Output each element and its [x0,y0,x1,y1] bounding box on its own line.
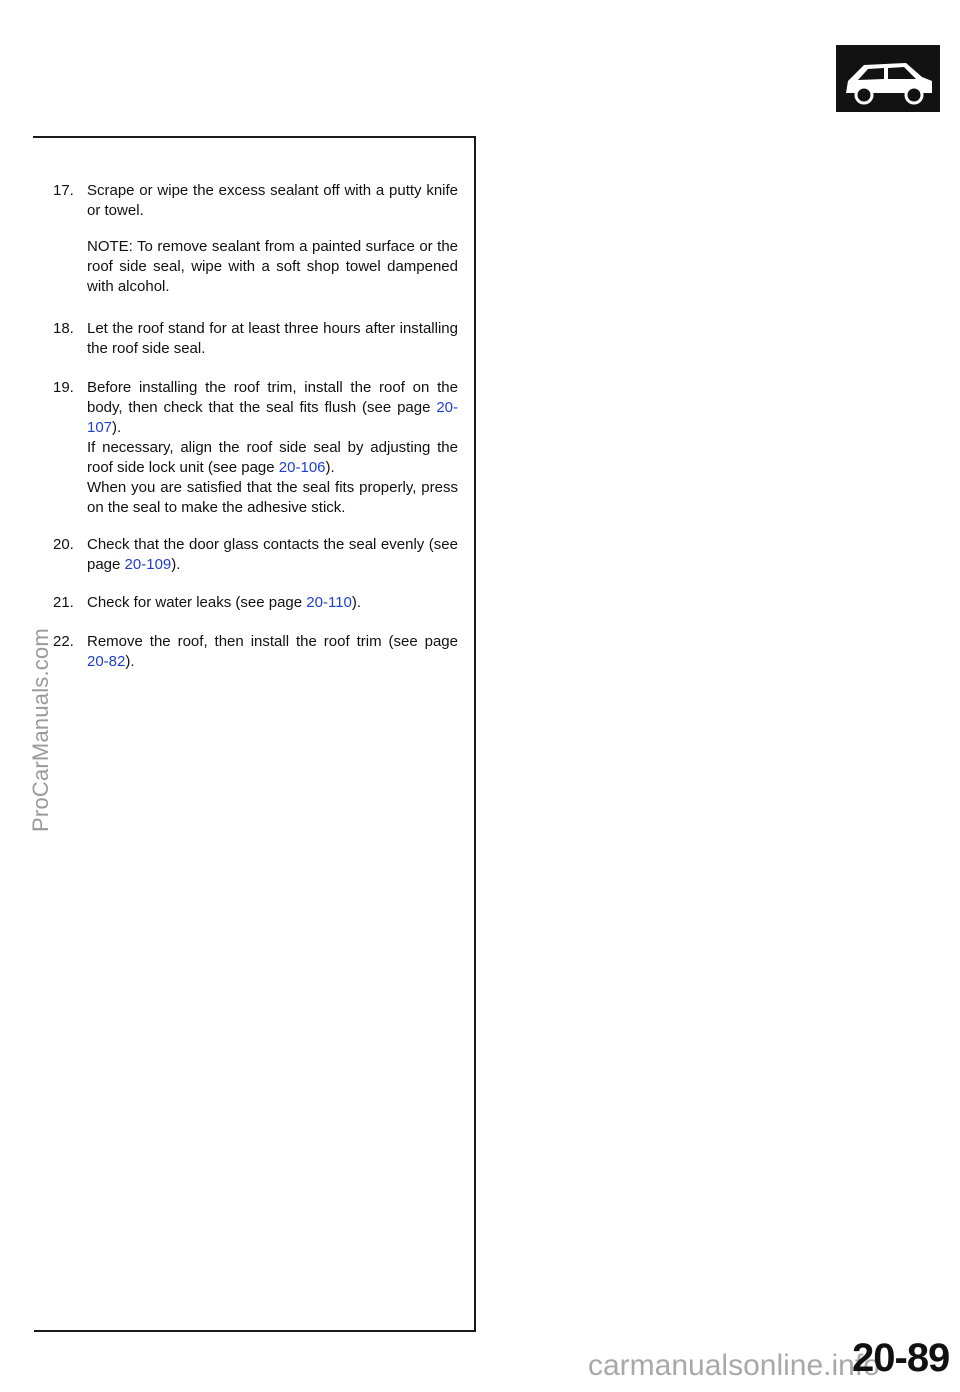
step-19 [53,378,458,518]
step-text: If necessary, align the roof side seal by adjusting the roof side lock unit (see page [87,439,458,476]
step-number: 19. [53,379,74,396]
step-text: Before installing the roof trim, install the roof on the body, then check that the seal fits flush (see page [87,379,458,416]
page-number: 20-89 [852,1336,950,1380]
step-text-tail: ). [112,419,122,436]
bottom-watermark: carmanualsonline.info [588,1349,880,1382]
step-text: Remove the roof, then install the roof trim (see page [87,633,458,650]
step-21 [53,593,458,613]
frame-bottom-rule [34,1330,476,1332]
step-number: 18. [53,320,74,337]
frame-top-rule [33,136,475,138]
page-reference-link[interactable]: 20-110 [306,594,352,611]
page-reference-link[interactable]: 20-82 [87,653,126,670]
page-reference-link[interactable]: 20-106 [278,459,326,476]
step-text-tail: ). [125,653,135,670]
step-note: NOTE: To remove sealant from a painted surface or the roof side seal, wipe with a soft shop towel dampened with alcohol. [87,238,458,295]
side-watermark-text: ProCarManuals.com [28,628,53,832]
step-18 [53,319,458,359]
step-22 [53,632,458,672]
step-number: 17. [53,182,74,199]
step-text: Scrape or wipe the excess sealant off with a putty knife or towel. [87,182,458,219]
side-watermark [26,580,56,880]
step-number: 20. [53,536,74,553]
step-text-tail: ). [351,594,362,611]
step-number: 21. [53,594,74,611]
page-reference-link[interactable]: 20-107 [87,399,458,436]
step-number: 22. [53,633,74,650]
car-body-icon [836,45,940,112]
step-text-tail: ). [325,459,335,476]
step-text: Check that the door glass contacts the seal evenly (see page [87,536,458,573]
step-text: Let the roof stand for at least three hours after installing the roof side seal. [87,320,458,357]
step-17 [53,181,458,297]
frame-right-rule [474,136,476,1332]
step-text: When you are satisfied that the seal fits properly, press on the seal to make the adhesive stick. [87,479,458,516]
car-body-section-badge [836,45,940,112]
step-20 [53,535,458,575]
step-text-tail: ). [171,556,181,573]
page-reference-link[interactable]: 20-109 [124,556,172,573]
step-text: Check for water leaks (see page [87,594,303,611]
